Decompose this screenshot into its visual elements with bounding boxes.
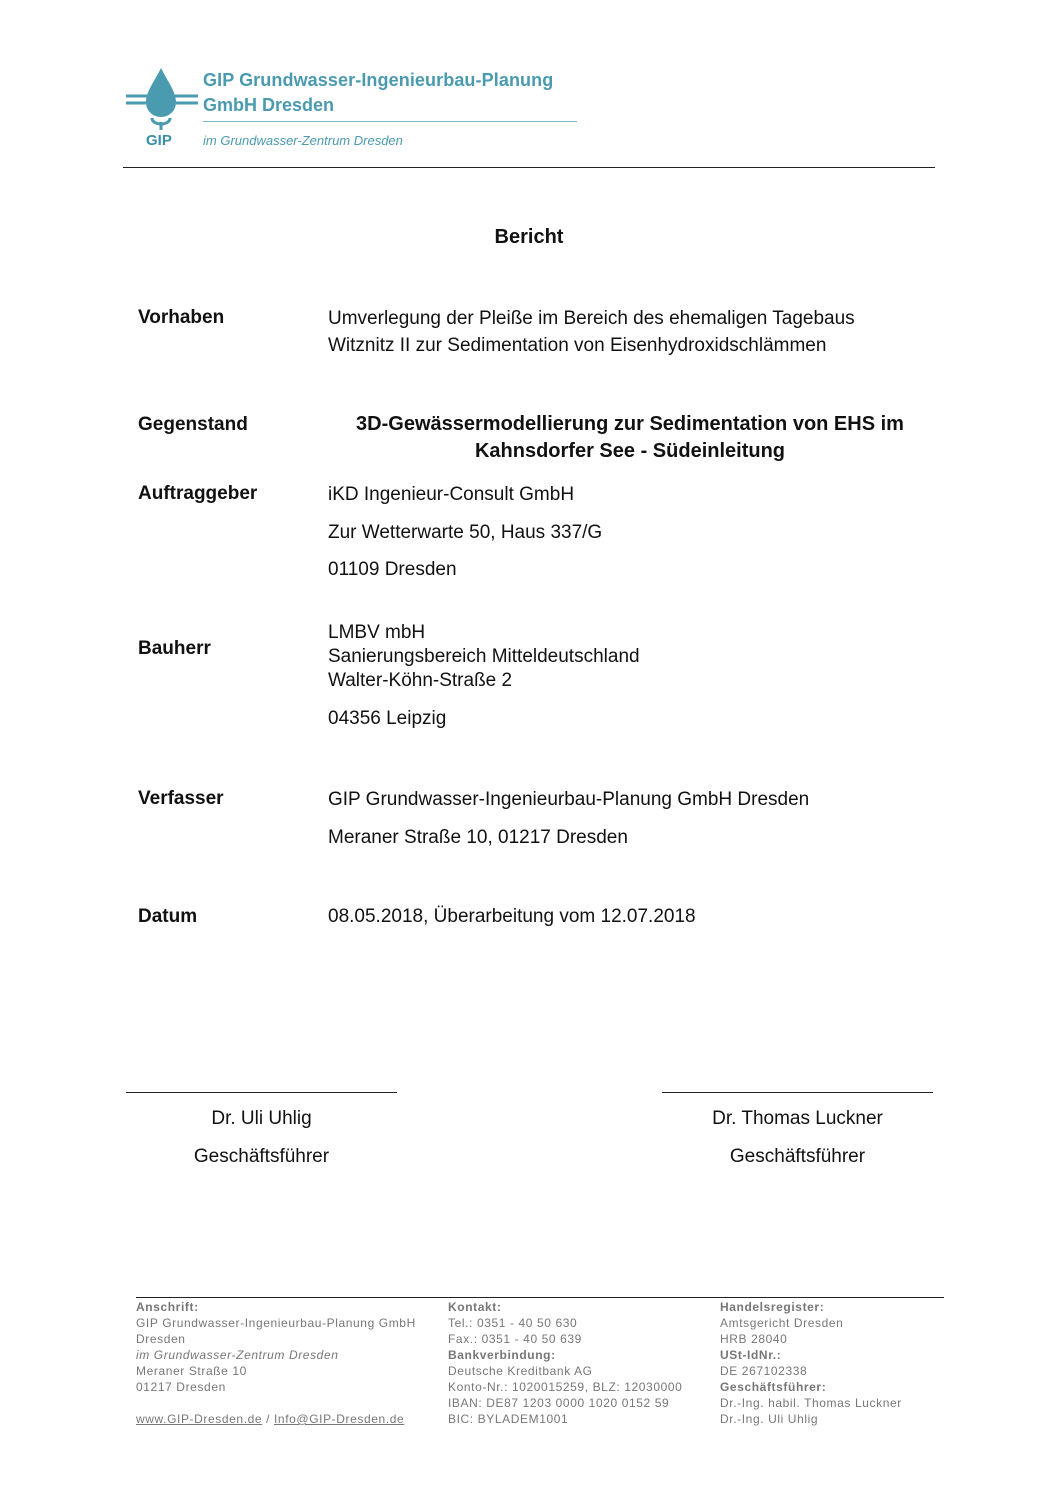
footer-address-line: GIP Grundwasser-Ingenieurbau-Planung GmbH [136,1316,416,1330]
footer-address [136,1299,436,1427]
logo-text: GIP [146,132,172,149]
signature-role-right: Geschäftsführer [729,1146,866,1167]
company-tagline: im Grundwasser-Zentrum Dresden [203,133,403,148]
footer-account: Konto-Nr.: 1020015259, BLZ: 12030000 [448,1380,683,1394]
bauherr-line: LMBV mbH [328,622,426,643]
footer-bank-name: Deutsche Kreditbank AG [448,1364,593,1378]
signature-line-left [126,1092,397,1093]
gegenstand-line: Kahnsdorfer See - Südeinleitung [474,440,786,462]
footer-fax: Fax.: 0351 - 40 50 639 [448,1332,582,1346]
footer-bic: BIC: BYLADEM1001 [448,1412,569,1426]
footer-vat-heading: USt-IdNr.: [720,1348,782,1362]
bauherr-line: Walter-Köhn-Straße 2 [328,670,513,691]
header-divider [123,167,935,168]
footer-manager: Dr.-Ing. Uli Uhlig [720,1412,819,1426]
datum-label: Datum [138,906,198,927]
footer-address-line: im Grundwasser-Zentrum Dresden [136,1348,339,1362]
footer-contact [448,1299,708,1427]
auftraggeber-line: 01109 Dresden [328,559,457,580]
bauherr-value [328,621,640,693]
company-name-line1: GIP Grundwasser-Ingenieurbau-Planung [203,70,554,90]
footer-divider [136,1297,944,1298]
datum-value: 08.05.2018, Überarbeitung vom 12.07.2018 [328,906,696,927]
vorhaben-line: Witznitz II zur Sedimentation von Eisenhydroxidschlämmen [328,335,827,356]
footer-phone: Tel.: 0351 - 40 50 630 [448,1316,578,1330]
document-title: Bericht [494,226,564,248]
bauherr-line: 04356 Leipzig [328,708,447,729]
footer-address-heading: Anschrift: [136,1300,199,1314]
footer-vat-id: DE 267102338 [720,1364,808,1378]
bauherr-line: Sanierungsbereich Mitteldeutschland [328,646,640,667]
gegenstand-line: 3D-Gewässermodellierung zur Sedimentation von EHS im [356,413,904,435]
footer-managers-heading: Geschäftsführer: [720,1380,827,1394]
bauherr-label: Bauherr [138,638,211,659]
footer-register [720,1299,940,1427]
footer-bank-heading: Bankverbindung: [448,1348,556,1362]
verfasser-label: Verfasser [138,788,224,809]
link-separator: / [262,1412,274,1426]
footer-address-line: 01217 Dresden [136,1380,226,1394]
auftraggeber-label: Auftraggeber [138,483,258,504]
footer-address-line: Meraner Straße 10 [136,1364,247,1378]
company-name-line2: GmbH Dresden [203,95,335,115]
gegenstand-label: Gegenstand [138,414,248,435]
auftraggeber-line: Zur Wetterwarte 50, Haus 337/G [328,522,603,543]
footer-hrb: HRB 28040 [720,1332,788,1346]
gegenstand-value [328,411,932,465]
vorhaben-label: Vorhaben [138,307,225,328]
vorhaben-value [328,305,855,359]
logo-water-drop-icon [124,66,202,136]
auftraggeber-line: iKD Ingenieur-Consult GmbH [328,484,575,505]
footer-register-heading: Handelsregister: [720,1300,825,1314]
signature-role-left: Geschäftsführer [193,1146,330,1167]
footer-address-line: Dresden [136,1332,186,1346]
footer-court: Amtsgericht Dresden [720,1316,844,1330]
signature-line-right [662,1092,933,1093]
footer-iban: IBAN: DE87 1203 0000 1020 0152 59 [448,1396,670,1410]
vorhaben-line: Umverlegung der Pleiße im Bereich des ehemaligen Tagebaus [328,308,855,329]
website-link[interactable]: www.GIP-Dresden.de [136,1412,263,1426]
logo-divider [203,121,577,122]
signature-name-left: Dr. Uli Uhlig [211,1108,312,1129]
verfasser-line: GIP Grundwasser-Ingenieurbau-Planung GmbH Dresden [328,789,810,810]
email-link[interactable]: Info@GIP-Dresden.de [274,1412,405,1426]
signature-name-right: Dr. Thomas Luckner [712,1108,883,1129]
verfasser-line: Meraner Straße 10, 01217 Dresden [328,827,628,848]
footer-contact-heading: Kontakt: [448,1300,502,1314]
footer-manager: Dr.-Ing. habil. Thomas Luckner [720,1396,902,1410]
